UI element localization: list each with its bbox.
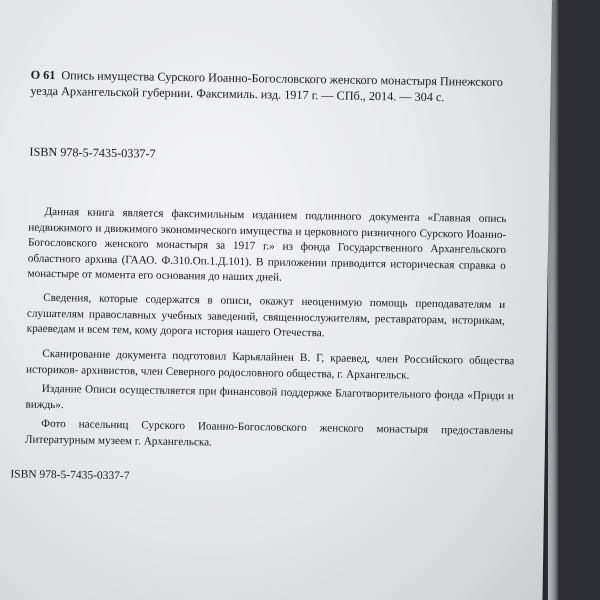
annotation-paragraph-2: Сведения, которые содержатся в описи, окажут неоценимую помощь преподавателям и слушателям православных учебных заведений, священнослужителям, реставраторам, историкам, краеведам и всем тем, кому дорога история нашего Отечества. <box>26 291 506 340</box>
credits <box>25 347 515 460</box>
credits-photos: Фото насельниц Сурского Иоанно-Богословского женского монастыря предоставлены Литературным музеем г. Архангельска. <box>24 418 514 449</box>
credits-scan: Сканирование документа подготовил Карьялайнен В. Г, краевед, член Российского общества историков- архивистов, член Северного родословного общества, г. Архангельск. <box>25 347 515 382</box>
isbn-bottom: ISBN 978-5-7435-0337-7 <box>10 468 130 483</box>
bibliographic-header <box>30 67 530 107</box>
isbn-top: ISBN 978-5-7435-0337-7 <box>29 144 156 161</box>
udc-code: О 61 <box>30 67 56 83</box>
annotation-paragraph-1: Данная книга является факсимильным изданием подлинного документа «Главная опись недвижимого и движимого экономического имущества и церковного ризничного Сурского Иоанно-Богословского женского монастыря за 1917 г.» из фонда Государственного Архангельского областного архива (ГААО. Ф.310.Оп.1.Д.101). В приложении приводится историческая справка о монастыре от момента его основания до наших дней. <box>27 205 507 284</box>
annotation <box>26 205 506 353</box>
credits-funding: Издание Описи осуществляется при финансовой поддержке Благотворительного фонда «Приди и виждь». <box>25 383 514 411</box>
bibliographic-description: Опись имущества Сурского Иоанно-Богословского женского монастыря Пинежского уезда Архангельской губернии. Факсимиль. изд. 1917 г. — СПб., 2014. — 304 с. <box>30 68 504 105</box>
